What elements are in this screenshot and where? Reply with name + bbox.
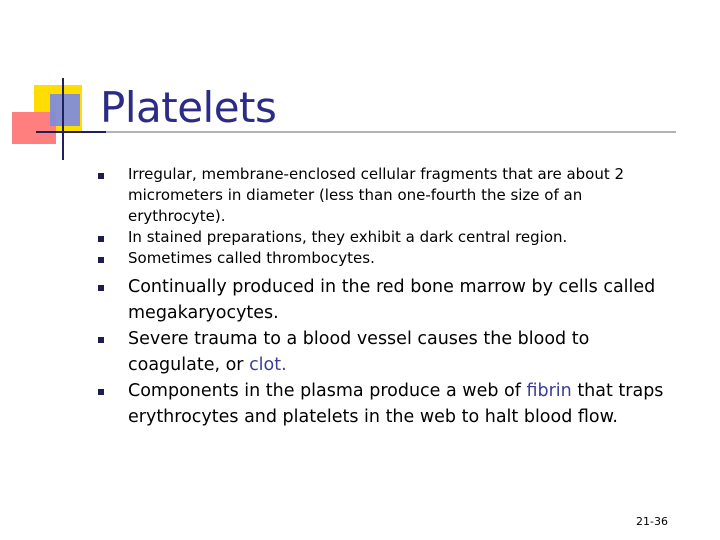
bullet-item bbox=[94, 274, 684, 326]
bullet-item bbox=[94, 248, 684, 269]
bullet-marker-icon bbox=[98, 173, 104, 179]
bullet-text: In stained preparations, they exhibit a dark central region. bbox=[128, 228, 568, 246]
decor-vertical-line bbox=[62, 78, 64, 160]
page-number: 21-36 bbox=[636, 515, 668, 528]
bullet-text: Irregular, membrane-enclosed cellular fragments that are about 2 micrometers in diameter (less than one-fourth the size of an erythrocyte). bbox=[128, 165, 625, 225]
bullet-marker-icon bbox=[98, 337, 104, 343]
bullet-marker-icon bbox=[98, 389, 104, 395]
bullet-text: that traps erythrocytes and platelets in the web to halt blood flow. bbox=[128, 381, 664, 427]
highlight-term-fibrin: fibrin bbox=[526, 381, 572, 401]
slide-title: Platelets bbox=[100, 83, 277, 132]
bullet-list bbox=[94, 164, 684, 430]
bullet-text: Sometimes called thrombocytes. bbox=[128, 249, 375, 267]
bullet-item bbox=[94, 227, 684, 248]
bullet-text: Continually produced in the red bone marrow by cells called megakaryocytes. bbox=[128, 277, 656, 323]
bullet-marker-icon bbox=[98, 285, 104, 291]
decor-blue-square bbox=[50, 94, 80, 126]
highlight-term-clot: clot. bbox=[249, 355, 287, 375]
bullet-marker-icon bbox=[98, 257, 104, 263]
bullet-text: Components in the plasma produce a web of bbox=[128, 381, 527, 401]
bullet-item bbox=[94, 164, 684, 227]
bullet-item bbox=[94, 326, 684, 378]
bullet-marker-icon bbox=[98, 236, 104, 242]
bullet-item bbox=[94, 378, 684, 430]
title-underline-accent bbox=[36, 131, 106, 133]
bullet-text: Severe trauma to a blood vessel causes the blood to coagulate, or bbox=[128, 329, 590, 375]
